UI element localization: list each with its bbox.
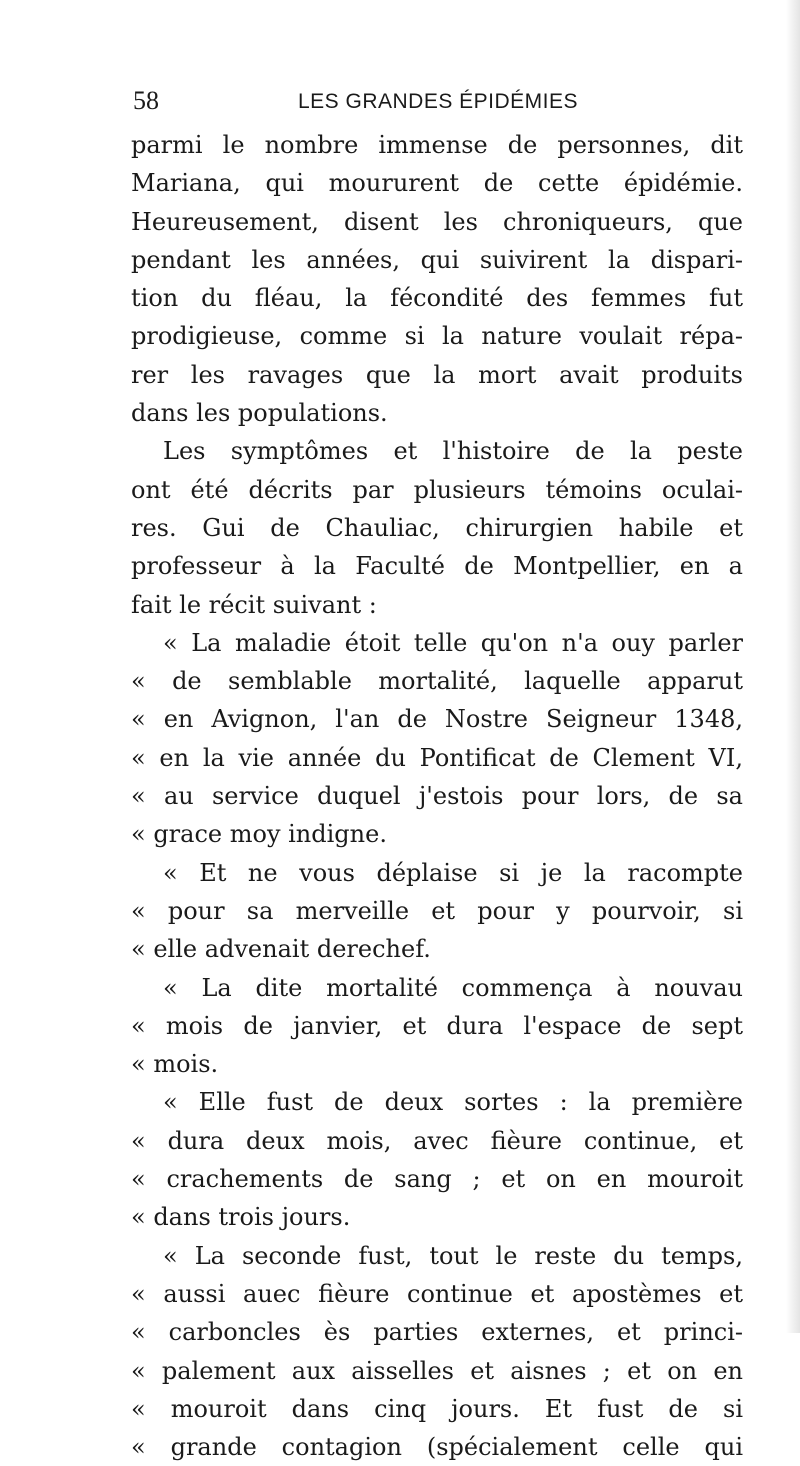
text-line: parmi le nombre immense de personnes, dit — [131, 131, 743, 159]
text-line: « La seconde fust, tout le reste du temps, — [163, 1241, 743, 1270]
text-line: « mois de janvier, et dura l'espace de sept — [131, 1011, 743, 1040]
text-line: « La maladie étoit telle qu'on n'a ouy parler — [163, 628, 743, 657]
text-line: « carboncles ès parties externes, et princi- — [131, 1318, 743, 1347]
running-head — [133, 86, 743, 116]
text-line: « aussi auec fièure continue et apostèmes et — [131, 1279, 743, 1308]
text-line: « La dite mortalité commença à nouvau — [163, 973, 743, 1002]
text-line: « crachements de sang ; et on en mouroit — [131, 1165, 743, 1194]
text-line: « pour sa merveille et pour y pourvoir, si — [131, 896, 743, 925]
page-edge-shadow — [786, 0, 800, 1333]
text-line: rer les ravages que la mort avait produits — [131, 360, 743, 389]
text-line: « Elle fust de deux sortes : la première — [163, 1088, 743, 1117]
page-number: 58 — [133, 86, 159, 115]
text-line: « mois. — [131, 1050, 219, 1079]
text-line: pendant les années, qui suivirent la dispari- — [131, 245, 743, 274]
text-line: « mouroit dans cinq jours. Et fust de si — [131, 1394, 743, 1423]
text-line: « grande contagion (spécialement celle qui — [131, 1433, 743, 1462]
text-line: Heureusement, disent les chroniqueurs, que — [131, 207, 743, 236]
text-line: « palement aux aisselles et aisnes ; et on en — [131, 1356, 743, 1385]
text-line: res. Gui de Chauliac, chirurgien habile et — [131, 513, 743, 542]
text-line: Les symptômes et l'histoire de la peste — [163, 437, 743, 466]
running-title: LES GRANDES ÉPIDÉMIES — [297, 90, 579, 113]
text-line: « dura deux mois, avec fièure continue, et — [131, 1126, 743, 1155]
text-line: « dans trois jours. — [131, 1203, 351, 1232]
text-line: fait le récit suivant : — [131, 590, 377, 619]
text-line: dans les populations. — [131, 399, 388, 428]
text-line: professeur à la Faculté de Montpellier, en a — [131, 552, 743, 581]
text-line: « Et ne vous déplaise si je la racompte — [163, 858, 743, 887]
text-line: « au service duquel j'estois pour lors, de sa — [131, 782, 743, 811]
text-line: ont été décrits par plusieurs témoins oculai- — [131, 475, 743, 504]
text-line: « en Avignon, l'an de Nostre Seigneur 1348, — [131, 705, 743, 734]
text-line: « en la vie année du Pontificat de Clement VI, — [131, 743, 743, 772]
text-line: Mariana, qui moururent de cette épidémie. — [131, 169, 743, 198]
text-line: tion du fléau, la fécondité des femmes fut — [131, 284, 743, 313]
text-line: « elle advenait derechef. — [131, 935, 431, 964]
text-body — [131, 126, 743, 1466]
text-line: « de semblable mortalité, laquelle apparut — [131, 667, 743, 696]
text-line: prodigieuse, comme si la nature voulait répa- — [131, 322, 743, 351]
text-line: « grace moy indigne. — [131, 820, 387, 849]
